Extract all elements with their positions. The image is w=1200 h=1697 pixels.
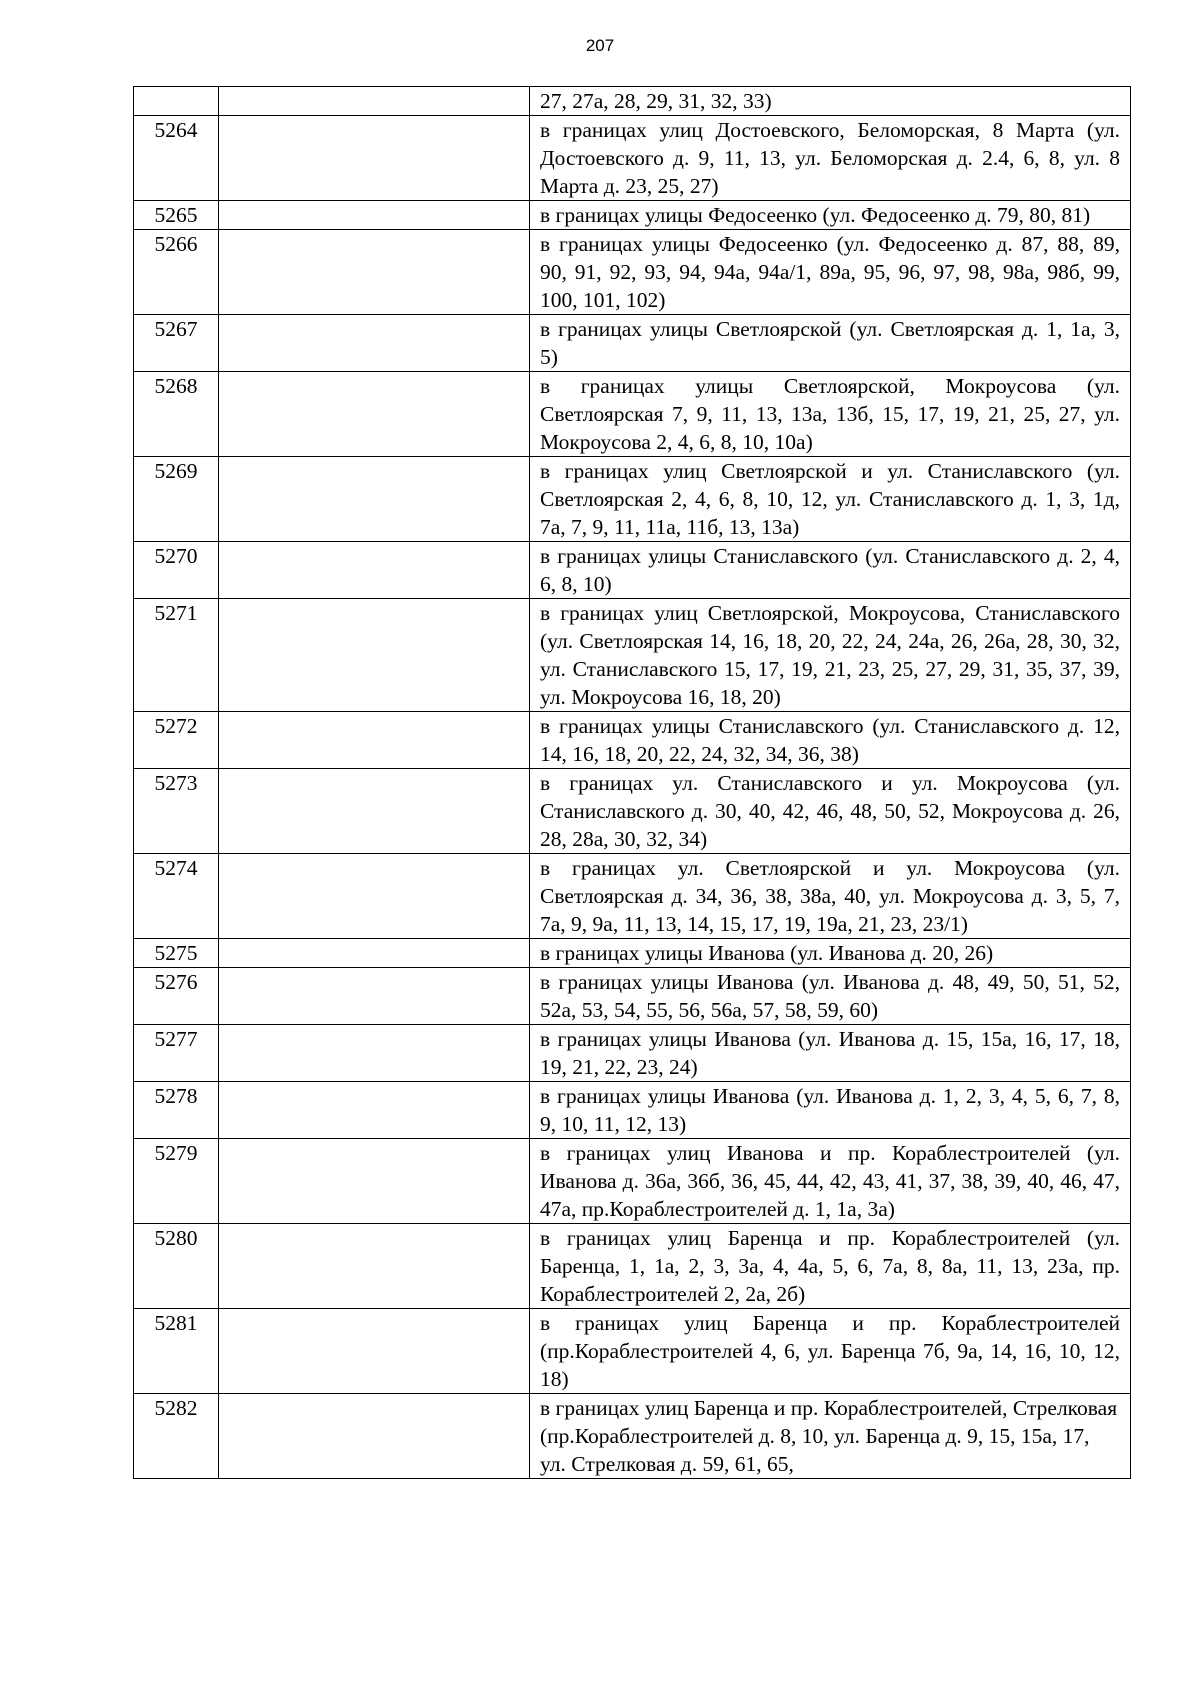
table-row — [134, 854, 1131, 939]
precinct-number-cell: 5272 — [134, 712, 219, 769]
precinct-boundary-cell: в границах улиц Светлоярской, Мокроусова, Станиславского (ул. Светлоярская 14, 16, 18, 20, 22, 24, 24а, 26, 26а, 28, 30, 32, ул. Станиславского 15, 17, 19, 21, 23, 25, 27, 29, 31, 35, 37, 39, ул. Мокроусова 16, 18, 20) — [530, 599, 1131, 712]
address-table — [133, 86, 1131, 1479]
precinct-location-cell — [219, 968, 530, 1025]
precinct-boundary-cell: в границах улиц Баренца и пр. Кораблестроителей, Стрелковая (пр.Кораблестроителей д. 8, 10, ул. Баренца д. 9, 15, 15а, 17, ул. Стрелковая д. 59, 61, 65, — [530, 1394, 1131, 1479]
table-row — [134, 201, 1131, 230]
table-body — [134, 87, 1131, 1479]
table-row — [134, 116, 1131, 201]
precinct-boundary-cell: в границах улицы Светлоярской, Мокроусова (ул. Светлоярская 7, 9, 11, 13, 13а, 13б, 15, 17, 19, 21, 25, 27, ул. Мокроусова 2, 4, 6, 8, 10, 10а) — [530, 372, 1131, 457]
precinct-location-cell — [219, 116, 530, 201]
precinct-number-cell: 5278 — [134, 1082, 219, 1139]
precinct-location-cell — [219, 1394, 530, 1479]
table-row — [134, 542, 1131, 599]
precinct-location-cell — [219, 230, 530, 315]
table-row — [134, 1082, 1131, 1139]
table-row — [134, 599, 1131, 712]
table-row — [134, 712, 1131, 769]
precinct-number-cell: 5282 — [134, 1394, 219, 1479]
precinct-location-cell — [219, 315, 530, 372]
precinct-boundary-cell: в границах улиц Светлоярской и ул. Станиславского (ул. Светлоярская 2, 4, 6, 8, 10, 12, ул. Станиславского д. 1, 3, 1д, 7а, 7, 9, 11, 11а, 11б, 13, 13а) — [530, 457, 1131, 542]
table-row — [134, 1025, 1131, 1082]
precinct-location-cell — [219, 201, 530, 230]
precinct-number-cell: 5276 — [134, 968, 219, 1025]
precinct-location-cell — [219, 542, 530, 599]
table-row — [134, 769, 1131, 854]
precinct-number-cell: 5281 — [134, 1309, 219, 1394]
precinct-number-cell: 5269 — [134, 457, 219, 542]
precinct-location-cell — [219, 712, 530, 769]
table-row — [134, 1139, 1131, 1224]
precinct-number-cell — [134, 87, 219, 116]
precinct-number-cell: 5264 — [134, 116, 219, 201]
table-row — [134, 372, 1131, 457]
table-row — [134, 87, 1131, 116]
precinct-boundary-cell: в границах улицы Иванова (ул. Иванова д. 48, 49, 50, 51, 52, 52а, 53, 54, 55, 56, 56а, 57, 58, 59, 60) — [530, 968, 1131, 1025]
precinct-location-cell — [219, 1082, 530, 1139]
precinct-boundary-cell: в границах улицы Федосеенко (ул. Федосеенко д. 79, 80, 81) — [530, 201, 1131, 230]
precinct-location-cell — [219, 372, 530, 457]
precinct-location-cell — [219, 769, 530, 854]
precinct-number-cell: 5277 — [134, 1025, 219, 1082]
precinct-boundary-cell: в границах ул. Станиславского и ул. Мокроусова (ул. Станиславского д. 30, 40, 42, 46, 48, 50, 52, Мокроусова д. 26, 28, 28а, 30, 32, 34) — [530, 769, 1131, 854]
precinct-boundary-cell: в границах улицы Федосеенко (ул. Федосеенко д. 87, 88, 89, 90, 91, 92, 93, 94, 94а, 94а/1, 89а, 95, 96, 97, 98, 98а, 98б, 99, 100, 101, 102) — [530, 230, 1131, 315]
precinct-boundary-cell: в границах улицы Иванова (ул. Иванова д. 1, 2, 3, 4, 5, 6, 7, 8, 9, 10, 11, 12, 13) — [530, 1082, 1131, 1139]
precinct-location-cell — [219, 457, 530, 542]
precinct-number-cell: 5273 — [134, 769, 219, 854]
table-row — [134, 968, 1131, 1025]
precinct-boundary-cell: в границах улицы Станиславского (ул. Станиславского д. 12, 14, 16, 18, 20, 22, 24, 32, 34, 36, 38) — [530, 712, 1131, 769]
table-row — [134, 457, 1131, 542]
precinct-number-cell: 5275 — [134, 939, 219, 968]
precinct-number-cell: 5268 — [134, 372, 219, 457]
precinct-boundary-cell: в границах улиц Иванова и пр. Кораблестроителей (ул. Иванова д. 36а, 36б, 36, 45, 44, 42, 43, 41, 37, 38, 39, 40, 46, 47, 47а, пр.Кораблестроителей д. 1, 1а, 3а) — [530, 1139, 1131, 1224]
precinct-boundary-cell: в границах улицы Светлоярской (ул. Светлоярская д. 1, 1а, 3, 5) — [530, 315, 1131, 372]
precinct-location-cell — [219, 1224, 530, 1309]
table-row — [134, 1309, 1131, 1394]
table-row — [134, 1224, 1131, 1309]
precinct-number-cell: 5270 — [134, 542, 219, 599]
precinct-number-cell: 5267 — [134, 315, 219, 372]
precinct-boundary-cell: 27, 27а, 28, 29, 31, 32, 33) — [530, 87, 1131, 116]
precinct-boundary-cell: в границах улиц Баренца и пр. Кораблестроителей (ул. Баренца, 1, 1а, 2, 3, 3а, 4, 4а, 5, 6, 7а, 8, 8а, 11, 13, 23а, пр. Кораблестроителей 2, 2а, 2б) — [530, 1224, 1131, 1309]
precinct-location-cell — [219, 1139, 530, 1224]
precinct-number-cell: 5280 — [134, 1224, 219, 1309]
precinct-number-cell: 5271 — [134, 599, 219, 712]
page-number: 207 — [585, 36, 615, 55]
precinct-number-cell: 5266 — [134, 230, 219, 315]
precinct-boundary-cell: в границах улицы Станиславского (ул. Станиславского д. 2, 4, 6, 8, 10) — [530, 542, 1131, 599]
precinct-boundary-cell: в границах улицы Иванова (ул. Иванова д. 15, 15а, 16, 17, 18, 19, 21, 22, 23, 24) — [530, 1025, 1131, 1082]
precinct-number-cell: 5265 — [134, 201, 219, 230]
precinct-number-cell: 5274 — [134, 854, 219, 939]
precinct-boundary-cell: в границах ул. Светлоярской и ул. Мокроусова (ул. Светлоярская д. 34, 36, 38, 38а, 40, ул. Мокроусова д. 3, 5, 7, 7а, 9, 9а, 11, 13, 14, 15, 17, 19, 19а, 21, 23, 23/1) — [530, 854, 1131, 939]
precinct-boundary-cell: в границах улиц Баренца и пр. Кораблестроителей (пр.Кораблестроителей 4, 6, ул. Баренца 7б, 9а, 14, 16, 10, 12, 18) — [530, 1309, 1131, 1394]
table-row — [134, 230, 1131, 315]
table-row — [134, 315, 1131, 372]
precinct-number-cell: 5279 — [134, 1139, 219, 1224]
table-row — [134, 939, 1131, 968]
precinct-boundary-cell: в границах улиц Достоевского, Беломорская, 8 Марта (ул. Достоевского д. 9, 11, 13, ул. Беломорская д. 2.4, 6, 8, ул. 8 Марта д. 23, 25, 27) — [530, 116, 1131, 201]
table-row — [134, 1394, 1131, 1479]
precinct-location-cell — [219, 854, 530, 939]
precinct-location-cell — [219, 1025, 530, 1082]
precinct-boundary-cell: в границах улицы Иванова (ул. Иванова д. 20, 26) — [530, 939, 1131, 968]
precinct-location-cell — [219, 87, 530, 116]
precinct-location-cell — [219, 939, 530, 968]
precinct-location-cell — [219, 1309, 530, 1394]
precinct-location-cell — [219, 599, 530, 712]
